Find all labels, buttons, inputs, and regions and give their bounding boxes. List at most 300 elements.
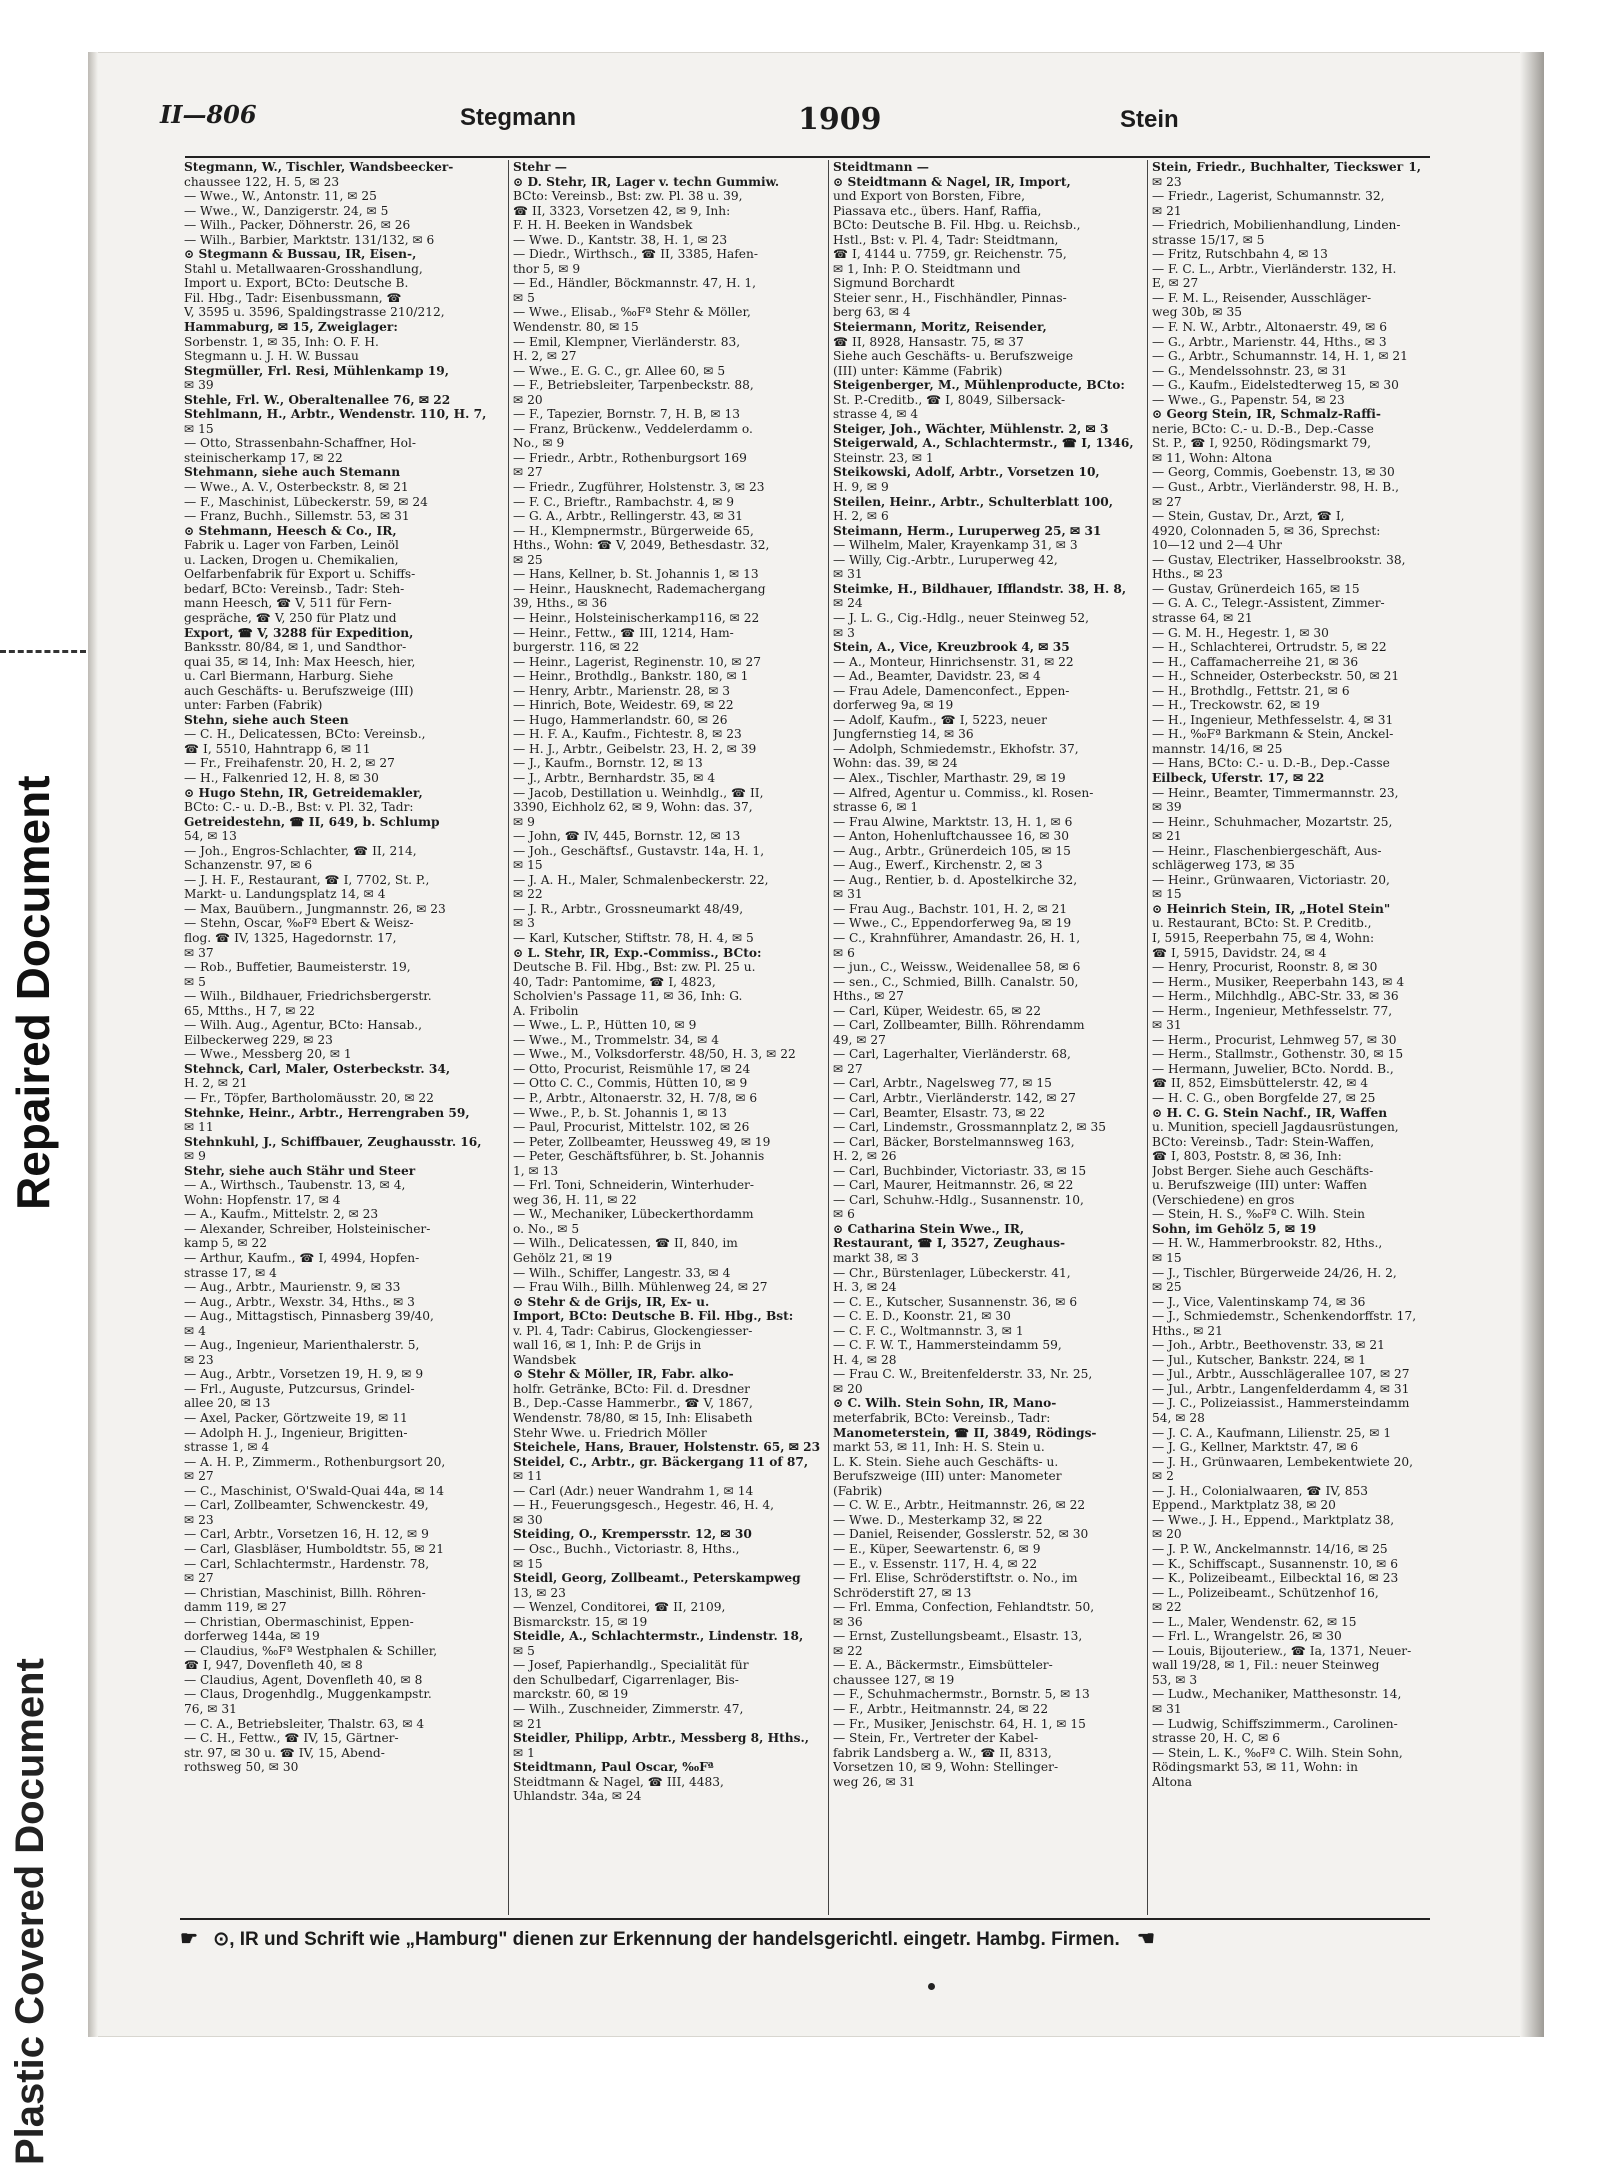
directory-entry-line: — Paul, Procurist, Mittelstr. 102, ✉ 26 (513, 1120, 750, 1135)
directory-entry-line: — J., Kaufm., Bornstr. 12, ✉ 13 (513, 756, 703, 771)
directory-entry-line: 49, ✉ 27 (833, 1032, 886, 1047)
directory-entry-line: ✉ 11 (184, 1120, 214, 1135)
directory-entry-line: — Wwe. D., Kantstr. 38, H. 1, ✉ 23 (513, 232, 728, 247)
directory-entry-line: — H., Caffamacherreihe 21, ✉ 36 (1152, 654, 1359, 669)
directory-entry-line: u. Lacken, Drogen u. Chemikalien, (184, 552, 399, 567)
directory-entry-line: — G. M. H., Hegestr. 1, ✉ 30 (1152, 625, 1329, 640)
directory-entry-line: — Peter, Geschäftsführer, b. St. Johannis (513, 1149, 765, 1164)
directory-entry-line: A. Fribolin (513, 1003, 579, 1018)
directory-entry-line: Stehle, Frl. W., Oberaltenallee 76, ✉ 22 (184, 392, 451, 407)
directory-entry-line: Schröderstift 27, ✉ 13 (833, 1585, 972, 1600)
directory-entry-line: — Henry, Procurist, Roonstr. 8, ✉ 30 (1152, 960, 1378, 975)
directory-entry-line: ☎ I, 4144 u. 7759, gr. Reichenstr. 75, (833, 247, 1067, 262)
directory-entry-line: kamp 5, ✉ 22 (184, 1236, 267, 1251)
directory-entry-line: — Herm., Milchhdlg., ABC-Str. 33, ✉ 36 (1152, 989, 1399, 1004)
directory-entry-line: u. Munition, speciell Jagdausrüstungen, (1152, 1120, 1399, 1135)
directory-entry-line: u. Carl Biermann, Harburg. Siehe (184, 669, 394, 684)
directory-entry-line: ✉ 3 (513, 916, 535, 931)
directory-entry-line: Wendenstr. 80, ✉ 15 (513, 320, 639, 335)
directory-entry-line: ⊙ Steidtmann & Nagel, IR, Import, (833, 174, 1071, 189)
directory-entry-line: — Wwe., W., Antonstr. 11, ✉ 25 (184, 189, 377, 204)
directory-entry-line: — Jul., Arbtr., Ausschlägerallee 107, ✉ 27 (1152, 1367, 1410, 1382)
directory-entry-line: — Chr., Bürstenlager, Lübeckerstr. 41, (833, 1265, 1071, 1280)
directory-entry-line: BCto: Vereinsb., Bst: zw. Pl. 38 u. 39, (513, 189, 743, 204)
directory-entry-line: — Wilh., Zuschneider, Zimmerstr. 47, (513, 1701, 744, 1716)
directory-entry-line: — Otto, Procurist, Reismühle 17, ✉ 24 (513, 1061, 751, 1076)
directory-entry-line: — Josef, Papierhandlg., Specialität für (513, 1658, 749, 1673)
directory-entry-line: — Frau Adele, Damenconfect., Eppen- (833, 683, 1070, 698)
directory-entry-line: — Carl, Zollbeamter, Billh. Röhrendamm (833, 1018, 1085, 1033)
directory-entry-line: — Wilh., Barbier, Marktstr. 131/132, ✉ 6 (184, 232, 435, 247)
directory-entry-line: ⊙ H. C. G. Stein Nachf., IR, Waffen (1152, 1105, 1388, 1120)
directory-entry-line: ✉ 39 (184, 378, 214, 393)
directory-entry-line: Rödingsmarkt 53, ✉ 11, Wohn: in (1152, 1760, 1358, 1775)
directory-entry-line: H. 2, ✉ 21 (184, 1076, 248, 1091)
directory-entry-line: No., ✉ 9 (513, 436, 565, 451)
directory-entry-line: St. P., ☎ I, 9250, Rödingsmarkt 79, (1152, 436, 1372, 451)
directory-entry-line: — F. M. L., Reisender, Ausschläger- (1152, 290, 1372, 305)
directory-entry-line: — Peter, Zollbeamter, Heussweg 49, ✉ 19 (513, 1134, 771, 1149)
directory-entry-line: Steidtmann, Paul Oscar, ‰Fª (513, 1760, 714, 1775)
column-1 (184, 160, 506, 1915)
directory-entry-line: — Hinrich, Bote, Weidestr. 69, ✉ 22 (513, 698, 734, 713)
directory-entry-line: ⊙ Hugo Stehn, IR, Getreidemakler, (184, 785, 423, 800)
directory-entry-line: — Wwe., A. V., Osterbeckstr. 8, ✉ 21 (184, 480, 409, 495)
directory-entry-line: — L., Maler, Wendenstr. 62, ✉ 15 (1152, 1614, 1357, 1629)
directory-entry-line: BCto: Vereinsb., Tadr: Stein-Waffen, (1152, 1134, 1375, 1149)
directory-entry-line: E, ✉ 27 (1152, 276, 1199, 291)
directory-entry-line: 39, Hths., ✉ 36 (513, 596, 608, 611)
directory-entry-line: ✉ 27 (1152, 494, 1182, 509)
directory-entry-line: Altona (1152, 1774, 1193, 1789)
directory-entry-line: — Wilh., Schiffer, Langestr. 33, ✉ 4 (513, 1265, 731, 1280)
directory-entry-line: Steiger, Joh., Wächter, Mühlenstr. 2, ✉ 3 (833, 421, 1109, 436)
directory-entry-line: — Wwe., E. G. C., gr. Allee 60, ✉ 5 (513, 363, 726, 378)
directory-entry-line: ✉ 15 (1152, 887, 1182, 902)
directory-entry-line: strasse 6, ✉ 1 (833, 800, 919, 815)
directory-entry-line: — C. H., Delicatessen, BCto: Vereinsb., (184, 727, 426, 742)
directory-entry-line: 4920, Colonnaden 5, ✉ 36, Sprechst: (1152, 523, 1381, 538)
directory-entry-line: — Carl, Küper, Weidestr. 65, ✉ 22 (833, 1003, 1041, 1018)
directory-entry-line: — Aug., Arbtr., Grünerdeich 105, ✉ 15 (833, 843, 1071, 858)
directory-entry-line: fabrik Landsberg a. W., ☎ II, 8313, (833, 1745, 1052, 1760)
directory-entry-line: — J. R., Arbtr., Grossneumarkt 48/49, (513, 901, 744, 916)
directory-entry-line: 76, ✉ 31 (184, 1701, 237, 1716)
directory-entry-line: — G., Mendelssohnstr. 23, ✉ 31 (1152, 363, 1348, 378)
directory-entry-line: Fil. Hbg., Tadr: Eisenbussmann, ☎ (184, 290, 402, 305)
directory-entry-line: — Wwe., M., Trommelstr. 34, ✉ 4 (513, 1032, 719, 1047)
directory-entry-line: — G., Arbtr., Schumannstr. 14, H. 1, ✉ 21 (1152, 349, 1408, 364)
footer-text: ⊙, IR und Schrift wie „Hamburg" dienen zur Erkennung der handelsgerichtl. eingetr. Hambg. Firmen. (213, 1929, 1120, 1950)
directory-entry-line: — C. E. D., Koonstr. 21, ✉ 30 (833, 1309, 1011, 1324)
directory-entry-line: Steinstr. 23, ✉ 1 (833, 450, 934, 465)
directory-entry-line: — F., Betriebsleiter, Tarpenbeckstr. 88, (513, 378, 754, 393)
directory-entry-line: v. Pl. 4, Tadr: Cabirus, Glockengiesser- (513, 1323, 753, 1338)
directory-entry-line: — Herm., Ingenieur, Methfesselstr. 77, (1152, 1003, 1393, 1018)
directory-entry-line: ☎ I, 803, Poststr. 8, ✉ 36, Inh: (1152, 1149, 1342, 1164)
column-4 (1147, 160, 1440, 1915)
directory-entry-line: — Ludwig, Schiffszimmerm., Carolinen- (1152, 1716, 1398, 1731)
directory-entry-line: Vorsetzen 10, ✉ 9, Wohn: Stellinger- (833, 1760, 1059, 1775)
directory-entry-line: Steidtmann — (833, 160, 929, 174)
directory-entry-line: — F. C., Brieftr., Rambachstr. 4, ✉ 9 (513, 494, 735, 509)
directory-entry-line: — Alexander, Schreiber, Holsteinischer- (184, 1221, 431, 1236)
directory-entry-line: ✉ 15 (184, 421, 214, 436)
directory-entry-line: — J. H., Colonialwaaren, ☎ IV, 853 (1152, 1483, 1368, 1498)
directory-entry-line: — Joh., Engros-Schlachter, ☎ II, 214, (184, 843, 417, 858)
directory-entry-line: 1, ✉ 13 (513, 1163, 559, 1178)
directory-entry-line: — Carl, Bäcker, Borstelmannsweg 163, (833, 1134, 1075, 1149)
directory-entry-line: L. K. Stein. Siehe auch Geschäfts- u. (833, 1454, 1059, 1469)
directory-entry-line: — Wilh., Packer, Döhnerstr. 26, ✉ 26 (184, 218, 411, 233)
directory-entry-line: — P., Arbtr., Altonaerstr. 32, H. 7/8, ✉ 6 (513, 1091, 758, 1105)
page-footer (180, 1918, 1430, 1956)
directory-entry-line: — Hugo, Hammerlandstr. 60, ✉ 26 (513, 712, 728, 727)
directory-entry-line: Deutsche B. Fil. Hbg., Bst: zw. Pl. 25 u. (513, 960, 756, 975)
directory-entry-line: — H. W., Hammerbrookstr. 82, Hths., (1152, 1236, 1383, 1251)
header-first-entry: Stegmann (460, 104, 577, 131)
directory-entry-line: — Claus, Drogenhdlg., Muggenkampstr. (184, 1687, 432, 1702)
directory-entry-line: — H. F. A., Kaufm., Fichtestr. 8, ✉ 23 (513, 727, 742, 742)
directory-entry-line: Schanzenstr. 97, ✉ 6 (184, 858, 313, 873)
directory-entry-line: markt 38, ✉ 3 (833, 1251, 919, 1266)
directory-entry-line: ✉ 15 (513, 1556, 543, 1571)
directory-entry-line: marckstr. 60, ✉ 19 (513, 1687, 629, 1702)
directory-entry-line: — Adolf, Kaufm., ☎ I, 5223, neuer (833, 712, 1047, 727)
directory-entry-line: — Heinr., Grünwaaren, Victoriastr. 20, (1152, 872, 1390, 887)
directory-entry-line: o. No., ✉ 5 (513, 1221, 580, 1236)
directory-entry-line: — H., Treckowstr. 62, ✉ 19 (1152, 698, 1320, 713)
directory-entry-line: ✉ 9 (184, 1149, 206, 1164)
directory-entry-line: (Verschiedene) en gros (1152, 1192, 1295, 1207)
directory-entry-line: — Gust., Arbtr., Vierländerstr. 98, H. B., (1152, 480, 1399, 495)
directory-entry-line: — Jul., Kutscher, Bankstr. 224, ✉ 1 (1152, 1352, 1366, 1367)
directory-entry-line: Sorbenstr. 1, ✉ 35, Inh: O. F. H. (184, 334, 379, 349)
directory-entry-line: Steidtmann & Nagel, ☎ III, 4483, (513, 1774, 724, 1789)
directory-entry-line: rothsweg 50, ✉ 30 (184, 1760, 299, 1775)
directory-entry-line: — Carl, Beamter, Elsastr. 73, ✉ 22 (833, 1105, 1046, 1120)
directory-entry-line: Hstl., Bst: v. Pl. 4, Tadr: Steidtmann, (833, 232, 1059, 247)
directory-entry-line: — Wilh., Delicatessen, ☎ II, 840, im (513, 1236, 738, 1251)
directory-entry-line: holfr. Getränke, BCto: Fil. d. Dresdner (513, 1381, 750, 1396)
directory-entry-line: ✉ 15 (513, 858, 543, 873)
directory-entry-line: — F., Tapezier, Bornstr. 7, H. B, ✉ 13 (513, 407, 740, 422)
directory-entry-line: Banksstr. 80/84, ✉ 1, und Sandthor- (184, 640, 407, 655)
directory-entry-line: flog. ☎ IV, 1325, Hagedornstr. 17, (184, 930, 397, 945)
directory-entry-line: — Emil, Klempner, Vierländerstr. 83, (513, 334, 741, 349)
directory-entry-line: H. 3, ✉ 24 (833, 1280, 897, 1295)
directory-entry-line: Stegmann, W., Tischler, Wandsbeecker- (184, 160, 454, 174)
directory-entry-line: — Stein, Fr., Vertreter der Kabel- (833, 1731, 1039, 1746)
directory-entry-line: — Karl, Kutscher, Stiftstr. 78, H. 4, ✉ 5 (513, 930, 754, 945)
directory-entry-line: — Franz, Buchh., Sillemstr. 53, ✉ 31 (184, 509, 410, 524)
directory-entry-line: ✉ 22 (833, 1643, 863, 1658)
directory-entry-line: — Heinr., Brothdlg., Bankstr. 180, ✉ 1 (513, 669, 749, 684)
directory-entry-line: — Wwe., L. P., Hütten 10, ✉ 9 (513, 1018, 697, 1033)
directory-entry-line: Import, BCto: Deutsche B. Fil. Hbg., Bst: (513, 1309, 794, 1324)
page-edge-left (88, 52, 98, 2037)
directory-entry-line: — Heinr., Lagerist, Reginenstr. 10, ✉ 27 (513, 654, 761, 669)
directory-entry-line: Stegmann u. J. H. W. Bussau (184, 349, 359, 364)
directory-entry-line: ✉ 22 (1152, 1600, 1182, 1615)
directory-entry-line: 3390, Eichholz 62, ✉ 9, Wohn: das. 37, (513, 800, 753, 815)
directory-entry-line: weg 36, H. 11, ✉ 22 (513, 1192, 637, 1207)
directory-entry-line: strasse 15/17, ✉ 5 (1152, 232, 1265, 247)
directory-entry-line: — Aug., Arbtr., Vorsetzen 19, H. 9, ✉ 9 (184, 1367, 424, 1382)
directory-entry-line: H. 2, ✉ 6 (833, 509, 889, 524)
directory-entry-line: auch Geschäfts- u. Berufszweige (III) (184, 683, 414, 698)
directory-entry-line: — Anton, Hohenluftchaussee 16, ✉ 30 (833, 829, 1070, 844)
directory-entry-line: — Heinr., Flaschenbiergeschäft, Aus- (1152, 843, 1382, 858)
directory-entry-line: — Friedrich, Mobilienhandlung, Linden- (1152, 218, 1401, 233)
directory-entry-line: F. H. H. Beeken in Wandsbek (513, 218, 693, 233)
directory-entry-line: ☎ II, 3323, Vorsetzen 42, ✉ 9, Inh: (513, 203, 731, 218)
directory-entry-line: — J. P. W., Anckelmannstr. 14/16, ✉ 25 (1152, 1541, 1388, 1556)
directory-entry-line: — J. C. A., Kaufmann, Lilienstr. 25, ✉ 1 (1152, 1425, 1392, 1440)
directory-entry-line: — Frau Alwine, Marktstr. 13, H. 1, ✉ 6 (833, 814, 1073, 829)
directory-entry-line: — Wenzel, Conditorei, ☎ II, 2109, (513, 1600, 726, 1615)
directory-entry-line: ☎ I, 5915, Davidstr. 24, ✉ 4 (1152, 945, 1327, 960)
directory-entry-line: — Arthur, Kaufm., ☎ I, 4994, Hopfen- (184, 1251, 420, 1266)
directory-entry-line: ✉ 21 (1152, 203, 1182, 218)
directory-entry-line: steinischerkamp 17, ✉ 22 (184, 450, 343, 465)
directory-entry-line: Eppend., Marktplatz 38, ✉ 20 (1152, 1498, 1336, 1513)
directory-entry-line: strasse 1, ✉ 4 (184, 1440, 270, 1455)
directory-entry-line: 54, ✉ 28 (1152, 1411, 1205, 1426)
directory-entry-line: — H. J., Arbtr., Geibelstr. 23, H. 2, ✉ 39 (513, 741, 757, 756)
directory-entry-line: — John, ☎ IV, 445, Bornstr. 12, ✉ 13 (513, 829, 741, 844)
directory-entry-line: Stegmüller, Frl. Resi, Mühlenkamp 19, (184, 363, 449, 378)
directory-entry-line: Import u. Export, BCto: Deutsche B. (184, 276, 409, 291)
directory-entry-line: — Stein, L. K., ‰Fª C. Wilh. Stein Sohn, (1152, 1745, 1403, 1760)
directory-entry-line: Wohn: das. 39, ✉ 24 (833, 756, 958, 771)
directory-entry-line: — Hermann, Juwelier, BCto. Nordd. B., (1152, 1061, 1394, 1076)
directory-entry-line: — J., Schmiedemstr., Schenkendorffstr. 17, (1152, 1309, 1417, 1324)
directory-entry-line: schlägerweg 173, ✉ 35 (1152, 858, 1295, 873)
directory-entry-line: strasse 4, ✉ 4 (833, 407, 919, 422)
directory-entry-line: Fabrik u. Lager von Farben, Leinöl (184, 538, 399, 553)
directory-entry-line: — Otto C. C., Commis, Hütten 10, ✉ 9 (513, 1076, 748, 1091)
directory-entry-line: — Aug., Rentier, b. d. Apostelkirche 32, (833, 872, 1078, 887)
directory-entry-line: BCto: C.- u. D.-B., Bst: v. Pl. 32, Tadr: (184, 800, 414, 815)
directory-entry-line: ✉ 6 (833, 1207, 855, 1222)
directory-entry-line: — J. H. F., Restaurant, ☎ I, 7702, St. P., (184, 872, 430, 887)
directory-entry-line: ✉ 30 (513, 1512, 543, 1527)
directory-entry-line: ✉ 22 (513, 887, 543, 902)
directory-entry-line: Piassava etc., übers. Hanf, Raffia, (833, 203, 1042, 218)
header-last-entry: Stein (1120, 106, 1179, 133)
directory-entry-line: — Jacob, Destillation u. Weinhdlg., ☎ II, (513, 785, 764, 800)
directory-entry-line: Sohn, im Gehölz 5, ✉ 19 (1152, 1221, 1317, 1236)
directory-entry-line: — H., Ingenieur, Methfesselstr. 4, ✉ 31 (1152, 712, 1394, 727)
directory-entry-line: — Herm., Stallmstr., Gothenstr. 30, ✉ 15 (1152, 1047, 1404, 1062)
directory-entry-line: — Wwe., J. H., Eppend., Marktplatz 38, (1152, 1512, 1395, 1527)
directory-entry-line: ✉ 20 (513, 392, 543, 407)
directory-entry-line: ✉ 23 (1152, 174, 1182, 189)
directory-entry-line: ✉ 9 (513, 814, 535, 829)
directory-entry-line: Berufszweige (III) unter: Manometer (833, 1469, 1062, 1484)
directory-entry-line: wall 19/28, ✉ 1, Fil.: neuer Steinweg (1152, 1658, 1380, 1673)
directory-entry-line: — H., Schlachterei, Ortrudstr. 5, ✉ 22 (1152, 640, 1387, 655)
directory-entry-line: ✉ 23 (184, 1512, 214, 1527)
directory-entry-line: Steidl, Georg, Zollbeamt., Peterskampweg (513, 1571, 801, 1586)
directory-entry-line: — Herm., Musiker, Reeperbahn 143, ✉ 4 (1152, 974, 1405, 989)
directory-entry-line: — Carl, Arbtr., Nagelsweg 77, ✉ 15 (833, 1076, 1052, 1091)
directory-entry-line: — H., Feuerungsgesch., Hegestr. 46, H. 4, (513, 1498, 775, 1513)
directory-entry-line: — Wilh. Aug., Agentur, BCto: Hansab., (184, 1018, 423, 1033)
directory-entry-line: St. P.-Creditb., ☎ I, 8049, Silbersack- (833, 392, 1066, 407)
directory-entry-line: — Carl (Adr.) neuer Wandrahm 1, ✉ 14 (513, 1483, 754, 1498)
directory-entry-line: Stehn, siehe auch Steen (184, 712, 349, 727)
directory-entry-line: meterfabrik, BCto: Vereinsb., Tadr: (833, 1411, 1051, 1426)
directory-entry-line: Hammaburg, ✉ 15, Zweiglager: (184, 320, 398, 335)
directory-entry-line: ✉ 15 (1152, 1251, 1182, 1266)
directory-entry-line: — J. H., Grünwaaren, Lembekentwiete 20, (1152, 1454, 1413, 1469)
directory-entry-line: ⊙ Stegmann & Bussau, IR, Eisen-, (184, 247, 417, 262)
directory-entry-line: — Frl. Toni, Schneiderin, Winterhuder- (513, 1178, 754, 1193)
directory-entry-line: Steier senr., H., Fischhändler, Pinnas- (833, 290, 1067, 305)
directory-entry-line: ☎ II, 852, Eimsbüttelerstr. 42, ✉ 4 (1152, 1076, 1369, 1091)
directory-entry-line: — Carl, Glasbläser, Humboldtstr. 55, ✉ 21 (184, 1541, 444, 1556)
header-year: 1909 (798, 102, 882, 137)
directory-entry-line: — Willy, Cig.-Arbtr., Luruperweg 42, (833, 552, 1058, 567)
directory-entry-line: — J., Tischler, Bürgerweide 24/26, H. 2, (1152, 1265, 1397, 1280)
directory-entry-line: Sigmund Borchardt (833, 276, 955, 291)
directory-entry-line: — C., Krahnführer, Amandastr. 26, H. 1, (833, 930, 1081, 945)
directory-entry-line: — Diedr., Wirthsch., ☎ II, 3385, Hafen- (513, 247, 758, 262)
directory-entry-line: markt 53, ✉ 11, Inh: H. S. Stein u. (833, 1440, 1045, 1455)
directory-entry-line: — Hans, Kellner, b. St. Johannis 1, ✉ 13 (513, 567, 759, 582)
directory-entry-line: — Osc., Buchh., Victoriastr. 8, Hths., (513, 1541, 740, 1556)
directory-entry-line: gespräche, ☎ V, 250 für Platz und (184, 610, 397, 625)
directory-entry-line: 40, Tadr: Pantomime, ☎ I, 4823, (513, 974, 716, 989)
directory-entry-line: ✉ 11 (513, 1469, 543, 1484)
directory-entry-line: ⊙ Heinrich Stein, IR, „Hotel Stein" (1152, 901, 1391, 916)
directory-entry-line: — Heinr., Beamter, Timmermannstr. 23, (1152, 785, 1399, 800)
directory-entry-line: Steidel, C., Arbtr., gr. Bäckergang 11 of 87, (513, 1454, 809, 1469)
directory-entry-line: bedarf, BCto: Vereinsb., Tadr: Steh- (184, 581, 405, 596)
directory-entry-line: — Carl, Lagerhalter, Vierländerstr. 68, (833, 1047, 1071, 1062)
directory-entry-line: — H., Falkenried 12, H. 8, ✉ 30 (184, 770, 379, 785)
directory-entry-line: 10—12 und 2—4 Uhr (1152, 538, 1282, 553)
directory-entry-line: — C. F. C., Woltmannstr. 3, ✉ 1 (833, 1323, 1024, 1338)
directory-entry-line: ✉ 21 (513, 1716, 543, 1731)
directory-entry-line: Bismarckstr. 15, ✉ 19 (513, 1614, 648, 1629)
directory-entry-line: — K., Schiffscapt., Susannenstr. 10, ✉ 6 (1152, 1556, 1398, 1571)
directory-entry-line: Stehr, siehe auch Stähr und Steer (184, 1163, 416, 1178)
directory-entry-line: — F., Schuhmachermstr., Bornstr. 5, ✉ 13 (833, 1687, 1090, 1702)
directory-entry-line: — Carl, Schuhw.-Hdlg., Susannenstr. 10, (833, 1192, 1084, 1207)
directory-entry-line: ⊙ D. Stehr, IR, Lager v. techn Gummiw. (513, 174, 780, 189)
directory-entry-line: Hths., ✉ 27 (833, 989, 904, 1004)
directory-entry-line: H. 9, ✉ 9 (833, 480, 889, 495)
directory-entry-line: — Heinr., Schuhmacher, Mozartstr. 25, (1152, 814, 1393, 829)
directory-entry-line: H. 2, ✉ 26 (833, 1149, 897, 1164)
directory-entry-line: und Export von Borsten, Fibre, (833, 189, 1025, 204)
directory-entry-line: nerie, BCto: C.- u. D.-B., Dep.-Casse (1152, 421, 1374, 436)
directory-entry-line: burgerstr. 116, ✉ 22 (513, 640, 640, 655)
directory-entry-line: ✉ 5 (513, 290, 535, 305)
directory-entry-line: — K., Polizeibeamt., Eilbecktal 16, ✉ 23 (1152, 1571, 1399, 1586)
directory-entry-line: chaussee 127, ✉ 19 (833, 1672, 955, 1687)
directory-entry-line: den Schulbedarf, Cigarrenlager, Bis- (513, 1672, 739, 1687)
directory-entry-line: mannstr. 14/16, ✉ 25 (1152, 741, 1283, 756)
page-edge-right (1520, 52, 1544, 2037)
directory-entry-line: Scholvien's Passage 11, ✉ 36, Inh: G. (513, 989, 743, 1004)
directory-entry-line: wall 16, ✉ 1, Inh: P. de Grijs in (513, 1338, 702, 1353)
directory-entry-line: — Wwe. D., Mesterkamp 32, ✉ 22 (833, 1512, 1043, 1527)
directory-entry-line: — sen., C., Schmied, Billh. Canalstr. 50, (833, 974, 1079, 989)
directory-entry-line: — Carl, Maurer, Heitmannstr. 26, ✉ 22 (833, 1178, 1074, 1193)
directory-entry-line: — Friedr., Zugführer, Holstenstr. 3, ✉ 23 (513, 480, 765, 495)
directory-entry-line: — Friedr., Lagerist, Schumannstr. 32, (1152, 189, 1385, 204)
directory-entry-line: Restaurant, ☎ I, 3527, Zeughaus- (833, 1236, 1066, 1251)
directory-entry-line: — C. F. W. T., Hammersteindamm 59, (833, 1338, 1062, 1353)
directory-entry-line: dorferweg 144a, ✉ 19 (184, 1629, 320, 1644)
directory-entry-line: — H., Klempnermstr., Bürgerweide 65, (513, 523, 754, 538)
directory-entry-line: — Carl, Schlachtermstr., Hardenstr. 78, (184, 1556, 430, 1571)
directory-entry-line: ✉ 27 (184, 1571, 214, 1586)
directory-entry-line: — Carl, Zollbeamter, Schwenckestr. 49, (184, 1498, 429, 1513)
side-strip (0, 0, 86, 2177)
directory-entry-line: ✉ 31 (1152, 1018, 1182, 1033)
directory-entry-line: — Stein, H. S., ‰Fª C. Wilh. Stein (1152, 1207, 1365, 1222)
directory-entry-line: ☎ I, 947, Dovenfleth 40, ✉ 8 (184, 1658, 363, 1673)
directory-entry-line: ⊙ Georg Stein, IR, Schmalz-Raffi- (1152, 407, 1381, 422)
directory-entry-line: — Aug., Mittagstisch, Pinnasberg 39/40, (184, 1309, 434, 1324)
directory-entry-line: 65, Mtths., H 7, ✉ 22 (184, 1003, 315, 1018)
directory-entry-line: — J., Vice, Valentinskamp 74, ✉ 36 (1152, 1294, 1366, 1309)
directory-entry-line: Stehr — (513, 160, 567, 174)
directory-entry-line: Stahl u. Metallwaaren-Grosshandlung, (184, 261, 423, 276)
directory-entry-line: — E. A., Bäckermstr., Eimsbütteler- (833, 1658, 1053, 1673)
column-2 (508, 160, 831, 1915)
directory-entry-line: Steilen, Heinr., Arbtr., Schulterblatt 100, (833, 494, 1114, 509)
directory-entry-line: ☎ I, 5510, Hahntrapp 6, ✉ 11 (184, 741, 371, 756)
directory-entry-line: — G. A. C., Telegr.-Assistent, Zimmer- (1152, 596, 1385, 611)
directory-entry-line: — Claudius, Agent, Dovenfleth 40, ✉ 8 (184, 1672, 423, 1687)
directory-entry-line: — Max, Bauübern., Jungmannstr. 26, ✉ 23 (184, 901, 446, 916)
directory-entry-line: — Ludw., Mechaniker, Matthesonstr. 14, (1152, 1687, 1402, 1702)
cut-line (0, 650, 86, 653)
directory-entry-line: thor 5, ✉ 9 (513, 261, 581, 276)
directory-entry-line: Siehe auch Geschäfts- u. Berufszweige (833, 349, 1074, 364)
directory-entry-line: ✉ 24 (833, 596, 863, 611)
directory-entry-line: Stehnke, Heinr., Arbtr., Herrengraben 59, (184, 1105, 470, 1120)
directory-entry-line: — Joh., Geschäftsf., Gustavstr. 14a, H. 1, (513, 843, 765, 858)
directory-entry-line: Getreidestehn, ☎ II, 649, b. Schlump (184, 814, 440, 829)
directory-entry-line: — Frau C. W., Breitenfelderstr. 33, Nr. 25, (833, 1367, 1093, 1382)
directory-entry-line: — Christian, Maschinist, Billh. Röhren- (184, 1585, 426, 1600)
directory-entry-line: — Christian, Obermaschinist, Eppen- (184, 1614, 414, 1629)
directory-entry-line: — F., Arbtr., Heitmannstr. 24, ✉ 22 (833, 1701, 1049, 1716)
directory-entry-line: ✉ 25 (513, 552, 543, 567)
directory-entry-line: — Frl. L., Wrangelstr. 26, ✉ 30 (1152, 1629, 1342, 1644)
pointing-hand-right-icon: ☛ (180, 1928, 198, 1950)
directory-entry-line: — Stehn, Oscar, ‰Fª Ebert & Weisz- (184, 916, 414, 931)
directory-entry-line: ⊙ Stehr & Möller, IR, Fabr. alko- (513, 1367, 734, 1382)
directory-entry-line: — A., Wirthsch., Taubenstr. 13, ✉ 4, (184, 1178, 406, 1193)
directory-entry-line: — Friedr., Arbtr., Rothenburgsort 169 (513, 450, 747, 465)
directory-entry-line: — Fr., Musiker, Jenischstr. 64, H. 1, ✉ 15 (833, 1716, 1086, 1731)
directory-entry-line: ✉ 1 (513, 1745, 535, 1760)
directory-entry-line: — Wwe., G., Papenstr. 54, ✉ 23 (1152, 392, 1345, 407)
directory-entry-line: — Wwe., Elisab., ‰Fª Stehr & Möller, (513, 305, 751, 320)
directory-entry-line: — Wilh., Bildhauer, Friedrichsbergerstr. (184, 989, 432, 1004)
directory-entry-line: — H., Brothdlg., Fettstr. 21, ✉ 6 (1152, 683, 1350, 698)
directory-entry-line: — Aug., Arbtr., Maurienstr. 9, ✉ 33 (184, 1280, 401, 1295)
directory-entry-line: Jungfernstieg 14, ✉ 36 (833, 727, 974, 742)
